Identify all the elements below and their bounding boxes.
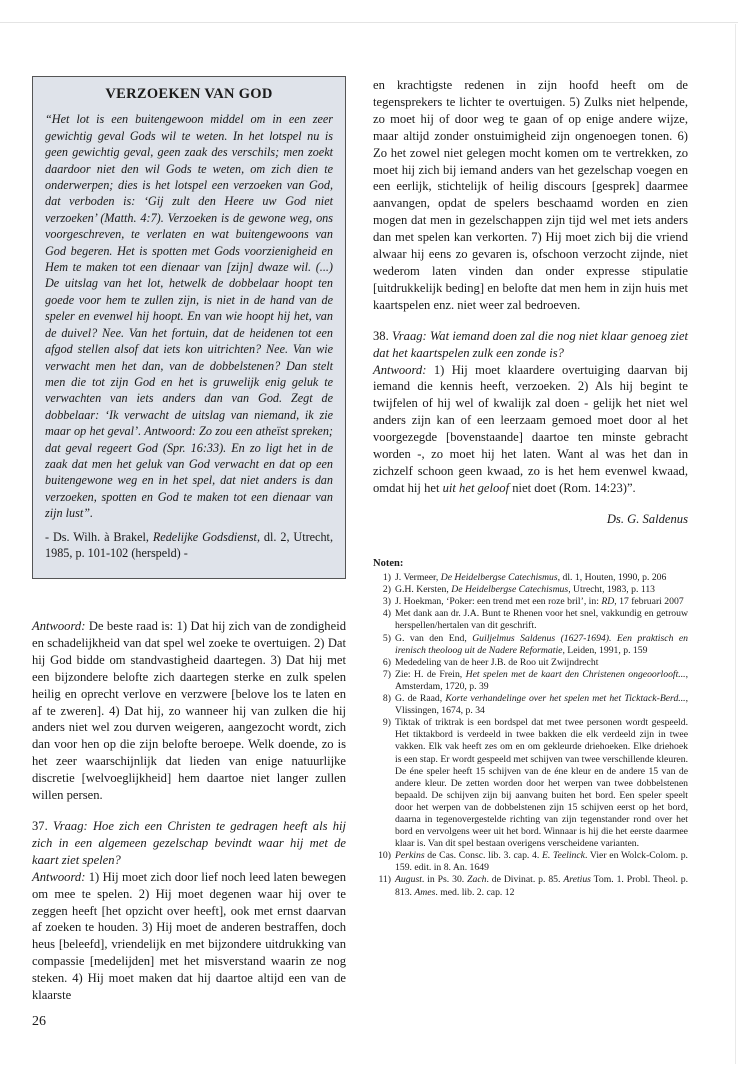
footnote: 7) Zie: H. de Frein, Het spelen met de kaart den Christenen ongeoorlooft..., Amsterdam, 1720, p. 39 <box>382 668 688 692</box>
footnotes <box>373 558 688 899</box>
footnote: 11) August. in Ps. 30. Zach. de Divinat. p. 85. Aretius Tom. 1. Probl. Theol. p. 813. Ames. med. lib. 2. cap. 12 <box>378 874 689 898</box>
answer-38: Antwoord: 1) Hij moet klaardere overtuiging daarvan bij iemand die kennis heeft, verzoeken. 2) Als hij begint te twijfelen of hij wel of kwalijk zal doen - gelijk het niet wel anders zijn kan of een leerzaam gemoed moet door al het voorgezegde [bovenstaande] daartoe ten minste gebracht worden -, zo moet hij het laten. Want al was het dan in zichzelf schoon geen kwaad, zo is het hem evenwel kwaad, omdat hij het uit het geloof niet doet (Rom. 14:23)”. <box>373 362 688 495</box>
question-37: 37. Vraag: Hoe zich een Christen te gedragen heeft als hij zich in een algemeen gezelschap bevindt waar hij met de kaart ziet spelen? <box>32 818 346 867</box>
right-rule <box>735 24 736 1064</box>
answer-37: Antwoord: 1) Hij moet zich door lief noch leed laten bewegen om mee te spelen. 2) Hij moet degenen waar hij over te zeggen heeft [het opzicht over heeft], ook met ernst daarvan af zoeken te houden. 3) Hij moet de anderen bestraffen, doch heus [beleefd], vriendelijk en met bijzondere uitdrukking van compassie [medelijden] met het misverstand waarin ze nog steken. 4) Hij moet maken dat hij daartoe altijd een van de klaarste <box>32 869 346 1003</box>
notes-heading: Noten: <box>373 558 404 569</box>
footnote: 3) J. Hoekman, ‘Poker: een trend met een roze bril’, in: RD, 17 februari 2007 <box>382 596 684 608</box>
answer-37-continued: en krachtigste redenen in zijn hoofd heeft om de tegensprekers te lichter te overtuigen. 5) Zulks niet helpende, zo moet hij of door weg te gaan of op enige andere wijze, maar altijd zonder onstuimigheid zijn ongenoegen tonen. 6) Zo het zowel niet gelegen mocht komen om te vertrekken, zo moet hij zich bij iemand anders van het gezelschap voegen en een eerlijk, stichtelijk of heilig discours [gesprek] daarmee aanvangen, opdat de spelers beschaamd worden en zien mogen dat men in gezelschappen zijn tijd wel met iets anders dan met spelen kan verkorten. 7) Hij moet zich bij die vriend alwaar hij eens zo gevaren is, ofschoon verzocht zijnde, niet wederom laten vinden dan onder expresse stipulatie [uitdrukkelijk beding] en belofte dat men hem in zijn huis met kaartspelen enz. niet weer zal bedroeven. <box>373 78 688 312</box>
footnote: 5) G. van den End, Guiljelmus Saldenus (1627-1694). Een praktisch en irenisch theoloog uit de Nadere Reformatie, Leiden, 1991, p. 159 <box>382 632 688 656</box>
footnote: 4) Met dank aan dr. J.A. Bunt te Rhenen voor het snel, vakkundig en getrouw herspellen/hertalen van dit geschrift. <box>382 608 688 632</box>
left-column <box>32 618 346 1004</box>
top-rule <box>0 22 738 23</box>
footnote: 10) Perkins de Cas. Consc. lib. 3. cap. 4. E. Teelinck. Vier en Wolck-Colom. p. 159. edit. in 8. An. 1649 <box>378 850 688 874</box>
footnote: 8) G. de Raad, Korte verhandelinge over het spelen met het Ticktack-Berd..., Vlissingen, 1674, p. 34 <box>382 693 688 717</box>
page-number: 26 <box>32 1014 46 1029</box>
footnote: 6) Mededeling van de heer J.B. de Roo uit Zwijndrecht <box>382 656 599 668</box>
box-quote: “Het lot is een buitengewoon middel om in een zeer gewichtig geval Gods wil te weten. In het lotspel nu is geen gewichtig geval, geen zaak des verschils; men zoekt daardoor niet den wil Gods te weten, om zich dien te onderwerpen; dies is het lotspel een verzoeken van God, dat verboden is: ‘Gij zult den Heere uw God niet verzoeken’ (Matth. 4:7). Verzoeken is de gewone weg, ons voorgeschreven, te verlaten en wat buitengewoons van God begeren. Het is spotten met Gods voorzienigheid en Hem te maken tot een dienaar van [zijn] dwaze wil. (...) De uitslag van het lot, hetwelk de dobbelaar hoopt ten goede voor hem te zullen zijn, is niet in de hand van de speler en evenwel hij hoopt. En van wie hoopt hij het, van de duivel? Nee. Van het fortuin, dat de heidenen tot een afgod stellen alsof dat iets kon uitrichten? Nee. Van wie verwacht men het dan, van de dobbelstenen? Dan stelt men die tot zijn God en het is gruwelijk enig geluk te verwachten van iets anders dan van God. Zegt de dobbelaar: ‘Ik verwacht de uitslag van niemand, ik zie maar op het geval’. Antwoord: Zo zou een atheïst spreken; dat geval regeert God (Spr. 16:33). En zo ligt het in de zaak dat men het geluk van God verwacht en dat op een buitengewone weg en in het spel, dat niet anders is dan verzoeken, spotten en God te maken tot een dienaar van zijn lust”. <box>45 112 333 521</box>
right-column <box>373 77 688 528</box>
footnote: 9) Tiktak of triktrak is een bordspel dat met twee personen wordt gespeeld. Het tiktakbord is verdeeld in twee bakken die elk verdeeld zijn in twee vakken. Elk vak heeft zes om en om gekleurde driehoeken. Elke driehoek is een stap. Er wordt gespeeld met schijven van twee verschillende kleuren. De éne speler heeft 15 schijven van de éne kleur en de andere 15 van de andere kleur. De zetten worden door het werpen van twee dobbelstenen bepaald. De schijven zijn bij aanvang buiten het bord. Een speler speelt door het werpen van de dobbelstenen zijn 15 schijven eerst op het bord, daarna in tegenovergestelde richting van zijn tegenstander rond over het bord en vervolgens weer uit het bord. Winnaar is hij die het eerste daarmee klaar is. Van dit spel bestaan overigens verscheidene varianten. <box>382 717 688 850</box>
box-source: - Ds. Wilh. à Brakel, Redelijke Godsdienst, dl. 2, Utrecht, 1985, p. 101-102 (herspeld) - <box>45 529 333 560</box>
sidebar-box <box>32 76 346 579</box>
answer-36: Antwoord: De beste raad is: 1) Dat hij zich van de zondigheid en schadelijkheid van dat spel wel zoeke te overtuigen. 2) Dat hij God bidde om standvastigheid daartegen. 3) Dat hij met een bijzondere belofte zich daartegen sterke en zulk spelen heilig en oprecht verlove en verzwere [belove los te laten en af te zweren]. 4) Dat hij, zo wanneer hij van zulken die hij anders niet wel zou durven weigeren, aangezocht wordt, zich dan voor hen op die zijn belofte beroepe. Welk doende, zo is het zeer waarschijnlijk dat lieden van enige natuurlijke discretie [welvoeglijkheid] hem daartoe niet langer zullen willen persen. <box>32 619 346 803</box>
box-title: VERZOEKEN VAN GOD <box>105 86 273 102</box>
signature: Ds. G. Saldenus <box>606 511 688 526</box>
footnote: 1) J. Vermeer, De Heidelbergse Catechismus, dl. 1, Houten, 1990, p. 206 <box>382 572 667 584</box>
footnote: 2) G.H. Kersten, De Heidelbergse Catechismus, Utrecht, 1983, p. 113 <box>382 584 656 596</box>
question-38: 38. Vraag: Wat iemand doen zal die nog niet klaar genoeg ziet dat het kaartspelen zulk een zonde is? <box>373 328 689 360</box>
